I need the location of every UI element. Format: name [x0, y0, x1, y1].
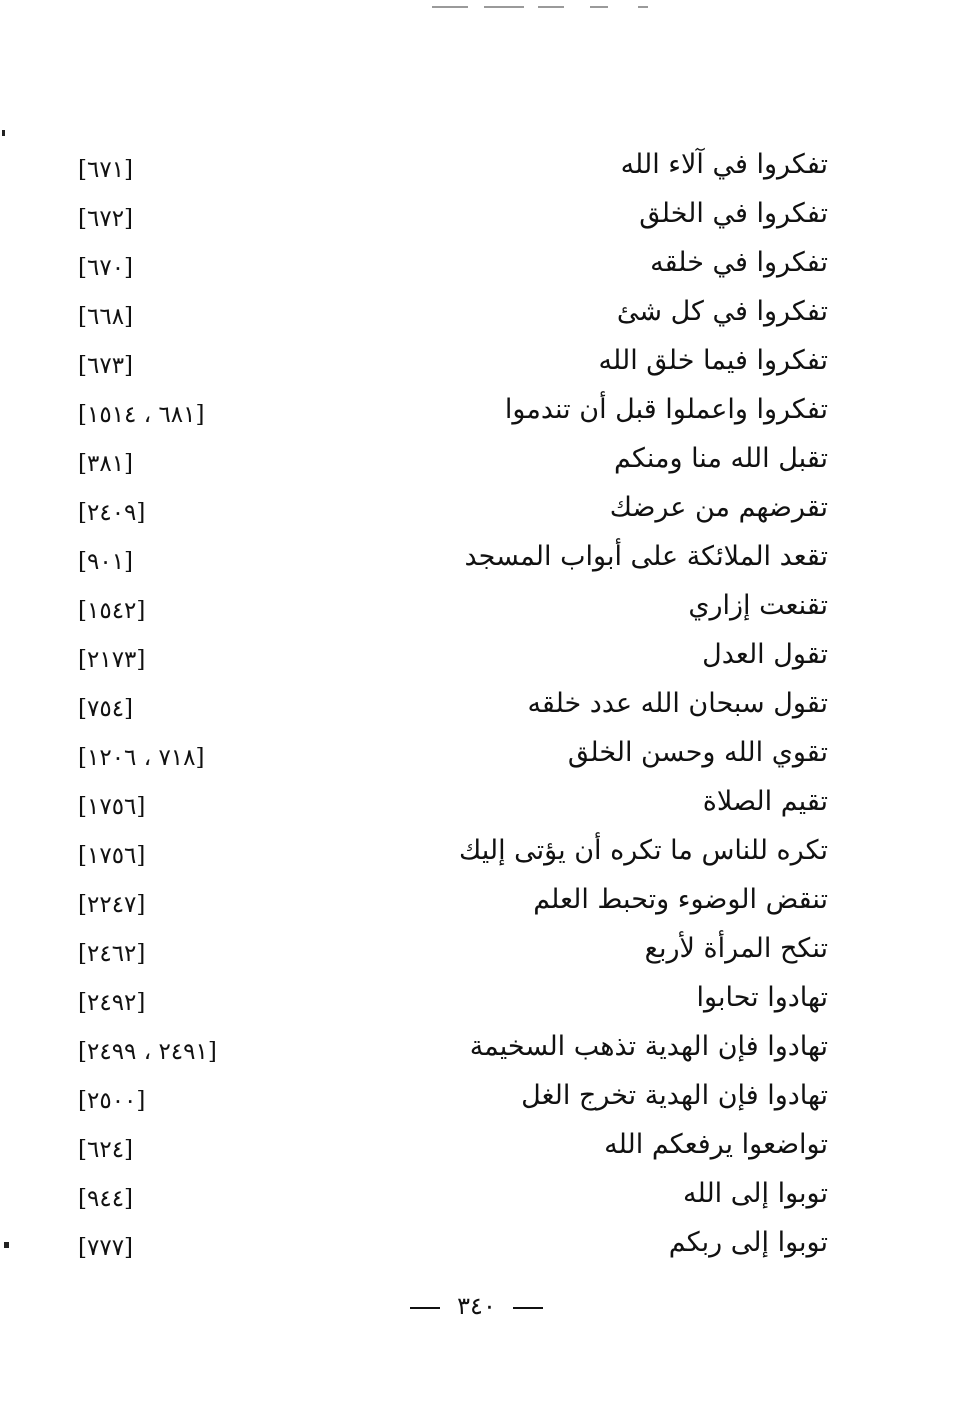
entry-refs: [٦٧٢]	[78, 206, 134, 232]
entry-phrase: تنقض الوضوء وتحبط العلم	[533, 884, 828, 915]
index-entry	[0, 826, 953, 875]
entry-phrase: تفكروا فيما خلق الله	[598, 345, 828, 376]
entry-refs: [١٧٥٦]	[78, 794, 146, 820]
index-entry	[0, 875, 953, 924]
entry-phrase: تقول سبحان الله عدد خلقه	[527, 688, 828, 719]
index-entry	[0, 189, 953, 238]
entry-phrase: تنكح المرأة لأربع	[644, 933, 828, 964]
entry-phrase: تهادوا فإن الهدية تذهب السخيمة	[469, 1031, 828, 1062]
entry-refs: [٩٤٤]	[78, 1186, 134, 1212]
entry-phrase: تقرضهم من عرضك	[609, 492, 828, 523]
entry-refs: [٢٥٠٠]	[78, 1088, 146, 1114]
index-entry	[0, 336, 953, 385]
entry-phrase: تفكروا في كل شئ	[616, 296, 828, 327]
index-entry	[0, 973, 953, 1022]
index-entry	[0, 679, 953, 728]
entry-refs: [١٥٤٢]	[78, 598, 146, 624]
index-entry	[0, 385, 953, 434]
entry-refs: [٢٤٦٢]	[78, 941, 146, 967]
entry-refs: [٢٤٠٩]	[78, 500, 146, 526]
entry-phrase: تفكروا في الخلق	[639, 198, 828, 229]
entry-refs: [٢١٧٣]	[78, 647, 146, 673]
top-rule	[590, 6, 608, 8]
entry-refs: [٦٢٤]	[78, 1137, 134, 1163]
entry-refs: [٧٥٤]	[78, 696, 134, 722]
entry-refs: [٦٧١]	[78, 157, 134, 183]
index-entry	[0, 287, 953, 336]
entry-refs: [٦٧٠]	[78, 255, 134, 281]
index-entry	[0, 1120, 953, 1169]
index-entry	[0, 140, 953, 189]
entry-refs: [٢٢٤٧]	[78, 892, 146, 918]
index-entry	[0, 924, 953, 973]
index-entry	[0, 238, 953, 287]
entry-phrase: تقيم الصلاة	[702, 786, 828, 817]
dash-left	[410, 1307, 440, 1309]
entry-phrase: تواضعوا يرفعكم الله	[604, 1129, 828, 1160]
index-entry	[0, 1218, 953, 1267]
entry-refs: [٦٨١ ، ١٥١٤]	[78, 402, 205, 428]
top-rule	[538, 6, 564, 8]
top-rule	[638, 6, 648, 8]
entry-refs: [٣٨١]	[78, 451, 134, 477]
entry-refs: [٧١٨ ، ١٢٠٦]	[78, 745, 205, 771]
entry-phrase: تقول العدل	[702, 639, 828, 670]
entry-refs: [٩٠١]	[78, 549, 134, 575]
index-entry	[0, 532, 953, 581]
entry-phrase: تفكروا واعملوا قبل أن تندموا	[504, 394, 828, 425]
index-entry	[0, 728, 953, 777]
entry-phrase: تقوي الله وحسن الخلق	[567, 737, 828, 768]
entry-phrase: توبوا إلى ربكم	[668, 1227, 828, 1258]
entry-phrase: تقبل الله منا ومنكم	[613, 443, 828, 474]
entry-refs: [١٧٥٦]	[78, 843, 146, 869]
dash-right	[513, 1307, 543, 1309]
entry-phrase: تهادوا تحابوا	[696, 982, 828, 1013]
index-entry	[0, 483, 953, 532]
top-rule	[484, 6, 524, 8]
entry-phrase: توبوا إلى الله	[683, 1178, 828, 1209]
top-rule	[432, 6, 468, 8]
index-entry	[0, 581, 953, 630]
scan-speck	[2, 130, 5, 136]
entry-phrase: تكره للناس ما تكره أن يؤتى إليك	[458, 835, 828, 866]
index-entry	[0, 1022, 953, 1071]
index-entry	[0, 630, 953, 679]
entry-phrase: تقعد الملائكة على أبواب المسجد	[464, 541, 828, 572]
entry-refs: [٦٦٨]	[78, 304, 134, 330]
page-number	[0, 1286, 953, 1326]
entry-refs: [٢٤٩٢]	[78, 990, 146, 1016]
index-entry	[0, 777, 953, 826]
page-number-value: ٣٤٠	[457, 1292, 496, 1320]
entry-phrase: تقنعت إزاري	[688, 590, 828, 621]
index-entry	[0, 1169, 953, 1218]
entry-refs: [٧٧٧]	[78, 1235, 134, 1261]
index-entry	[0, 434, 953, 483]
entry-refs: [٦٧٣]	[78, 353, 134, 379]
entry-refs: [٢٤٩١ ، ٢٤٩٩]	[78, 1039, 217, 1065]
entry-phrase: تفكروا في آلاء الله	[620, 149, 828, 180]
index-entry	[0, 1071, 953, 1120]
entry-phrase: تهادوا فإن الهدية تخرج الغل	[521, 1080, 828, 1111]
entry-phrase: تفكروا في خلقه	[650, 247, 828, 278]
